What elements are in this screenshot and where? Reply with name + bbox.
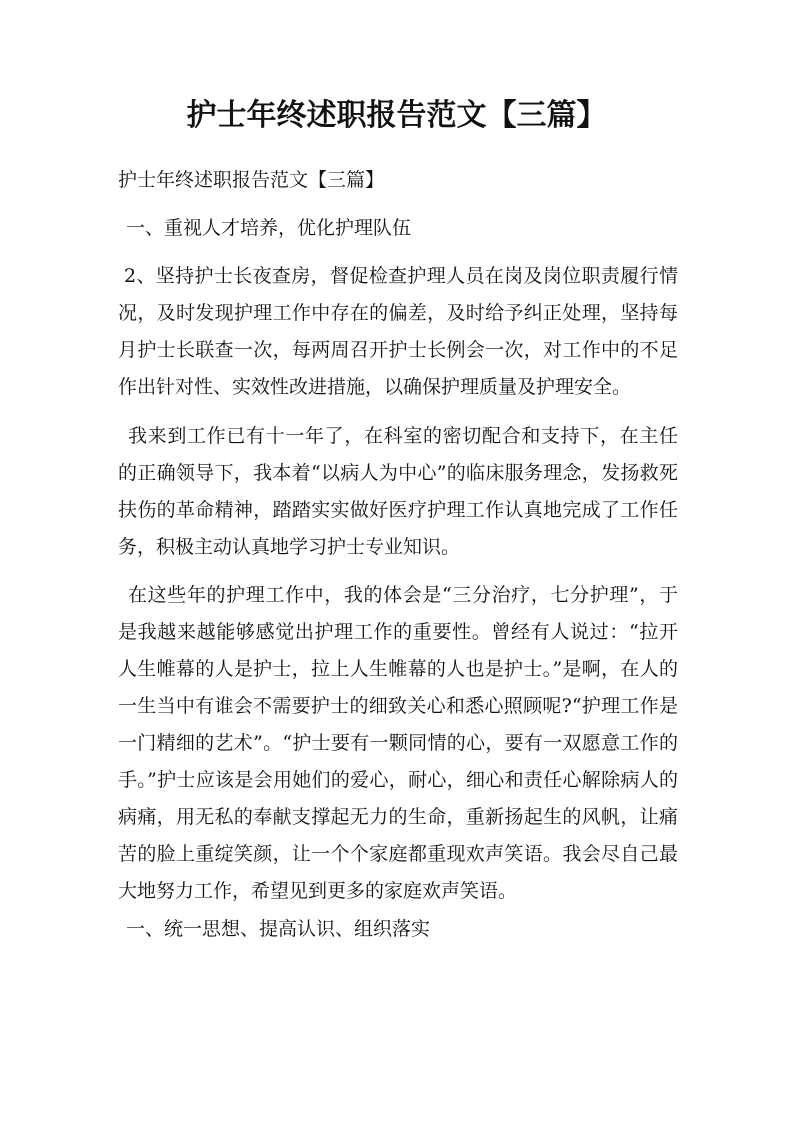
document-subtitle: 护士年终述职报告范文【三篇】 [118, 169, 385, 191]
paragraph-1: 2、坚持护士长夜查房，督促检查护理人员在岗及岗位职责履行情况，及时发现护理工作中存在的偏差，及时给予纠正处理，坚持每月护士长联查一次，每两周召开护士长例会一次，对工作中的不足作出针对性、实效性改进措施，以确保护理质量及护理安全。 [118, 265, 678, 398]
section-heading-1: 一、重视人才培养，优化护理队伍 [126, 217, 412, 239]
paragraph-3: 在这些年的护理工作中，我的体会是“三分治疗，七分护理”，于是我越来越能够感觉出护理工作的重要性。曾经有人说过：“拉开人生帷幕的人是护士，拉上人生帷幕的人也是护士。”是啊，在人的一生当中有谁会不需要护士的细致关心和悉心照顾呢?“护理工作是一门精细的艺术”。“护士要有一颗同情的心，要有一双愿意工作的手。”护士应该是会用她们的爱心，耐心，细心和责任心解除病人的病痛，用无私的奉献支撑起无力的生命，重新扬起生的风帆，让痛苦的脸上重绽笑颜，让一个个家庭都重现欢声笑语。我会尽自己最大地努力工作，希望见到更多的家庭欢声笑语。 [118, 584, 678, 902]
section-heading-2: 一、统一思想、提高认识、组织落实 [126, 918, 431, 940]
paragraph-2: 我来到工作已有十一年了，在科室的密切配合和支持下，在主任的正确领导下，我本着“以病人为中心”的临床服务理念，发扬救死扶伤的革命精神，踏踏实实做好医疗护理工作认真地完成了工作任务，积极主动认真地学习护士专业知识。 [118, 425, 678, 558]
document-title: 护士年终述职报告范文【三篇】 [186, 98, 607, 133]
